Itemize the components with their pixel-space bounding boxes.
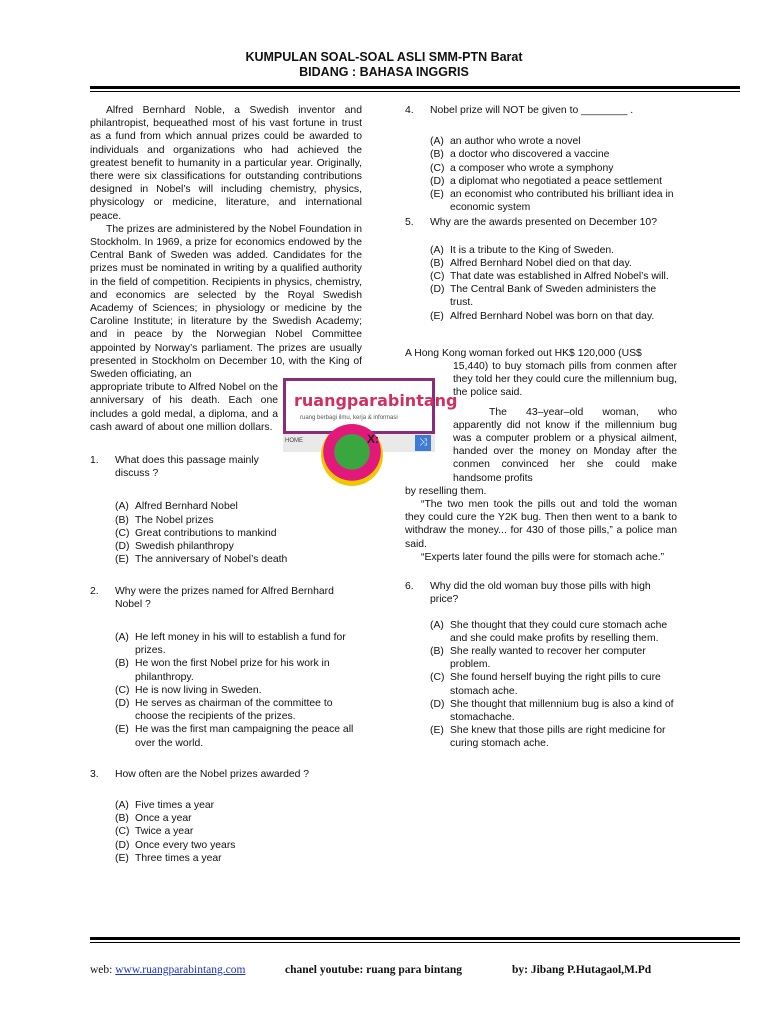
question-text: Nobel prize will NOT be given to ________ . [430, 105, 634, 116]
header-rule-thick [90, 86, 740, 89]
option-b: (B) The Nobel prizes [115, 514, 214, 526]
passage2-line-1-continued: 15,440) to buy stomach pills from conmen after they told her they could cure the millennium bug, the police said. [453, 361, 677, 399]
question-4 [405, 104, 677, 117]
question-1-options [115, 500, 362, 566]
question-text: Why are the awards presented on December 10? [430, 217, 657, 229]
option-c: (C) a composer who wrote a symphony [430, 162, 614, 174]
question-5-options [430, 244, 677, 323]
option-a: (A) She thought that they could cure stomach ache and she could make profits by reselling them. [430, 619, 668, 644]
passage2-paragraph-2: The 43–year–old woman, who apparently did not know if the millennium bug was a computer problem or a physical ailment, handed over the money on Monday after the conmen convinced her she could make handsome profits [453, 406, 677, 484]
passage1-paragraph-1: Alfred Bernhard Noble, a Swedish inventor and philantropist, bequeathed most of his vast fortune in trust as a fund from which annual prizes could be awarded to individuals and organizations who had achieved the greatest benefit to humanity in a particular year. Originally, there were six classifications for outstanding contributions designed in Nobel’s will including chemistry, physics, physicology or medicine, literature, and international peace. [90, 105, 362, 222]
option-b: (B) a doctor who discovered a vaccine [430, 149, 610, 161]
option-c: (C) That date was established in Alfred Nobel’s will. [430, 271, 669, 283]
right-column [405, 104, 677, 751]
option-e: (E) Alfred Bernhard Nobel was born on that day. [430, 310, 655, 322]
question-5 [405, 216, 677, 229]
option-e: (E) an economist who contributed his brilliant idea in economic system [430, 189, 674, 214]
option-d: (D) She thought that millennium bug is also a kind of stomachache. [430, 698, 674, 723]
question-2-options [115, 631, 362, 750]
option-b: (B) Once a year [115, 813, 192, 825]
option-c: (C) Great contributions to mankind [115, 527, 277, 539]
logo-tagline: ruang berbagi ilmu, kerja & informasi [300, 415, 398, 421]
option-c: (C) She found herself buying the right pills to cure stomach ache. [430, 672, 661, 697]
question-text: How often are the Nobel prizes awarded ? [115, 768, 310, 780]
footer-web [90, 964, 245, 976]
question-number: 6. [405, 581, 414, 593]
question-6 [405, 580, 677, 606]
passage2-line-1: A Hong Kong woman forked out HK$ 120,000 (US$ [405, 347, 642, 359]
header-title: KUMPULAN SOAL-SOAL ASLI SMM-PTN Barat [245, 50, 523, 64]
question-number: 4. [405, 105, 414, 116]
footer-web-link[interactable]: www.ruangparabintang.com [115, 964, 246, 976]
option-c: (C) Twice a year [115, 826, 194, 838]
footer-youtube: chanel youtube: ruang para bintang [285, 964, 463, 976]
question-2 [90, 585, 362, 611]
option-d: (D) Swedish philanthropy [115, 541, 234, 553]
passage1-paragraph-2-tail: appropriate tribute to Alfred Nobel on the anniversary of his death. Each one includes a gold medal, a diploma, and a cash award of about one million dollars. [90, 382, 278, 433]
option-d: (D) a diplomat who negotiated a peace settlement [430, 175, 662, 187]
question-text: Why were the prizes named for Alfred Bernhard Nobel ? [115, 585, 334, 610]
page-header [0, 50, 768, 80]
question-number: 5. [405, 217, 414, 229]
shuffle-icon: ⤨ [415, 435, 431, 451]
header-subtitle: BIDANG : BAHASA INGGRIS [299, 65, 469, 79]
footer-rule-thin [90, 942, 740, 943]
passage2-paragraph-3: “The two men took the pills out and told the woman they could cure the Y2K bug. Then then went to a bank to withdraw the money... for 430 of those pills,” a police man said. [405, 499, 677, 550]
passage2 [405, 347, 677, 564]
option-b: (B) He won the first Nobel prize for his work in philanthropy. [115, 658, 330, 683]
passage2-paragraph-4: “Experts later found the pills were for stomach ache.” [421, 551, 665, 563]
footer-rule-thick [90, 937, 740, 940]
question-3 [90, 768, 362, 781]
option-e: (E) He was the first man campaigning the peace all over the world. [115, 724, 354, 749]
footer-web-label: web: [90, 964, 113, 976]
footer-author: by: Jibang P.Hutagaol,M.Pd [512, 964, 652, 976]
option-a: (A) It is a tribute to the King of Sweden. [430, 244, 615, 256]
option-d: (D) The Central Bank of Sweden administers the trust. [430, 284, 657, 309]
option-c: (C) He is now living in Sweden. [115, 684, 262, 696]
logo-nav-home: HOME [285, 438, 303, 444]
question-number: 3. [90, 768, 99, 780]
logo-badge-x: X: [367, 432, 379, 446]
option-d: (D) Once every two years [115, 839, 236, 851]
option-e: (E) The anniversary of Nobel’s death [115, 554, 288, 566]
option-b: (B) She really wanted to recover her computer problem. [430, 645, 646, 671]
option-e: (E) She knew that those pills are right medicine for curing stomach ache. [430, 725, 666, 750]
question-3-options [115, 799, 362, 865]
question-4-options [430, 135, 677, 214]
option-b: (B) Alfred Bernhard Nobel died on that day. [430, 257, 632, 269]
question-text: Why did the old woman buy those pills with high price? [430, 581, 651, 606]
option-a: (A) an author who wrote a novel [430, 136, 581, 148]
option-a: (A) He left money in his will to establish a fund for prizes. [115, 631, 346, 657]
passage2-paragraph-2-end: by reselling them. [405, 485, 487, 497]
option-e: (E) Three times a year [115, 852, 222, 864]
header-rule-thin [90, 91, 740, 92]
question-number: 2. [90, 585, 99, 597]
passage1-paragraph-2: The prizes are administered by the Nobel Foundation in Stockholm. In 1969, a prize for economics endowed by the Central Bank of Sweden was added. Candidates for the prizes must be nominated in writing by a qualified authority in the field of competition. Recipients in physics, chemistry, and economics are selected by the Royal Swedish Academy of Sciences; in physiology or medicine by the Caroline Institute; in literature by the Swedish Academy; and in peace by the Norwegian Nobel Committee appointed by Norway’s parliament. The prizes are usually presented in Stockholm on December 10, with the King of Sweden officiating, an [90, 223, 362, 381]
question-text: What does this passage mainly discuss ? [115, 455, 259, 480]
option-a: (A) Five times a year [115, 799, 215, 811]
option-d: (D) He serves as chairman of the committee to choose the recipients of the prizes. [115, 697, 333, 723]
question-6-options [430, 619, 677, 751]
logo-wordmark: ruangparabintang [294, 391, 458, 410]
question-1 [90, 454, 278, 480]
option-a: (A) Alfred Bernhard Nobel [115, 501, 238, 513]
question-number: 1. [90, 455, 99, 467]
